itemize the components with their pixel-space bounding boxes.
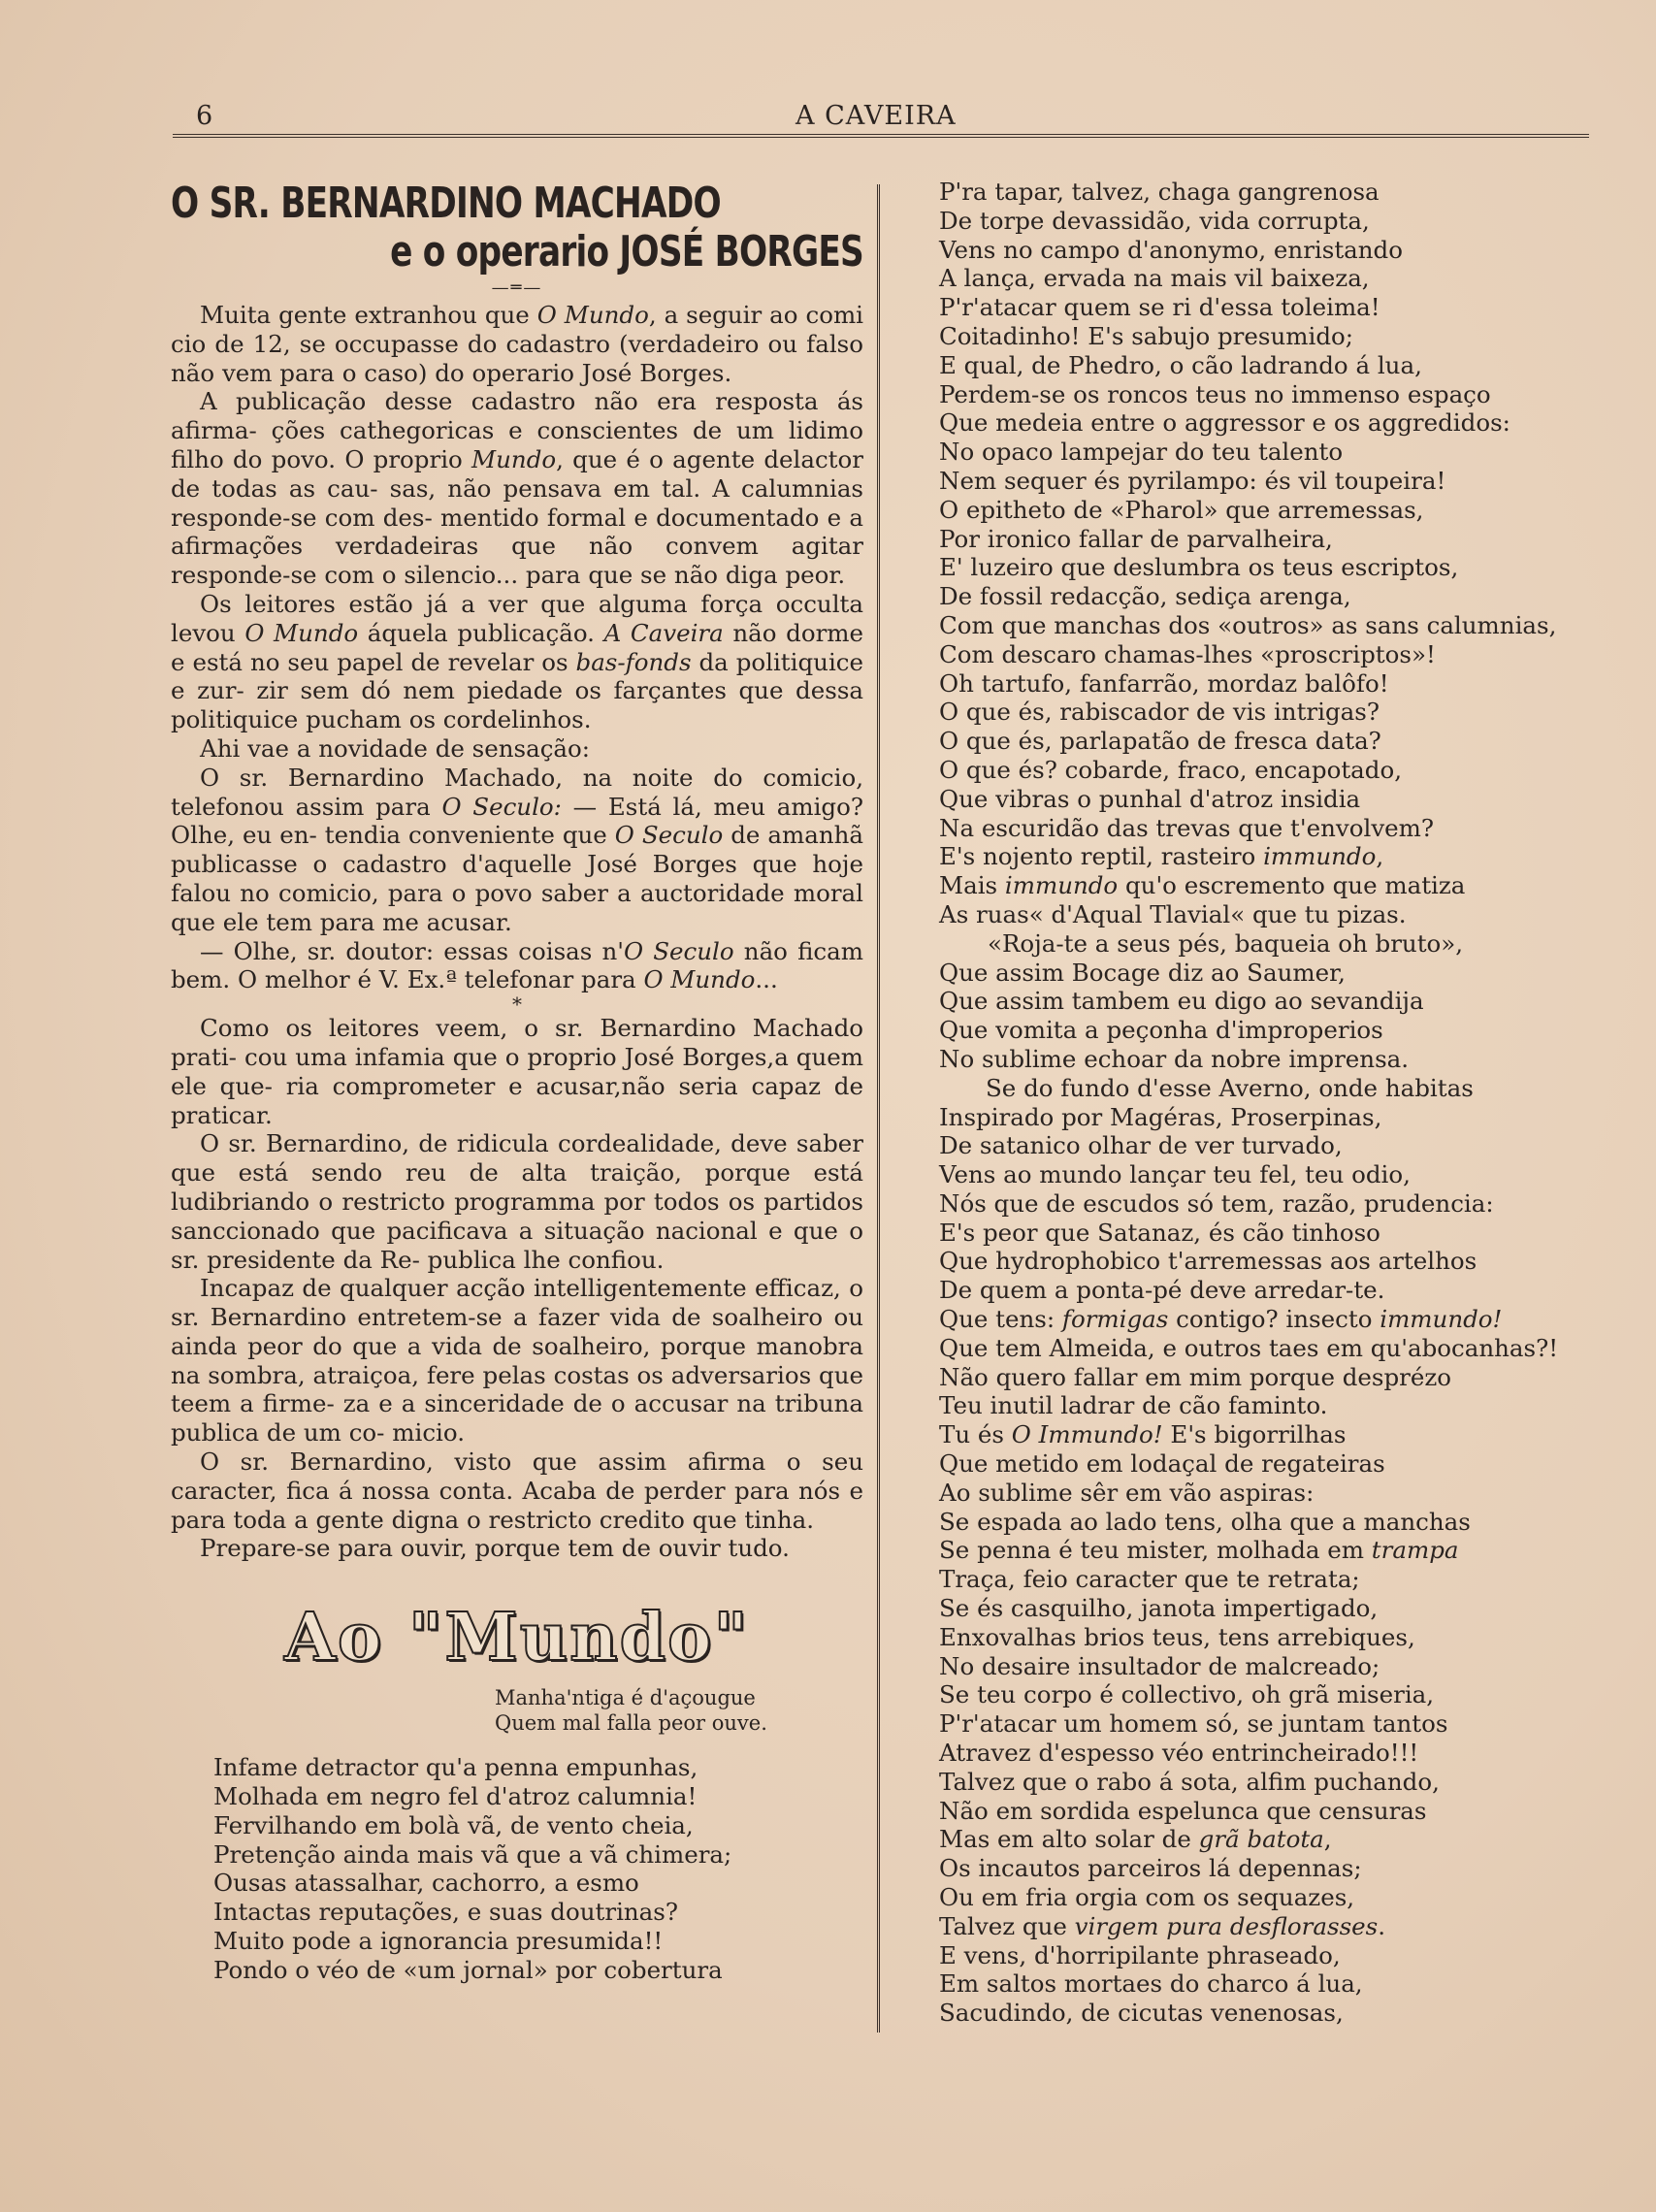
- article-paragraph-10: O sr. Bernardino, visto que assim afirma o seu caracter, fica á nossa conta. Acaba de perder para nós e para toda a gente digna o restricto credito que tinha.: [171, 1448, 863, 1534]
- poem-verse: De quem a ponta-pé deve arredar-te.: [939, 1276, 1385, 1305]
- poem-verse: Sacudindo, de cicutas venenosas,: [939, 1999, 1344, 2028]
- poem-verse: Tu és O Immundo! E's bigorrilhas: [939, 1420, 1347, 1449]
- poem-verse: Fervilhando em bolà vã, de vento cheia,: [213, 1810, 694, 1839]
- poem-title: Ao "Mundo": [284, 1599, 750, 1677]
- poem-verse: Os incautos parceiros lá depennas;: [939, 1854, 1362, 1883]
- poem-verse: Nós que de escudos só tem, razão, prudencia:: [939, 1188, 1494, 1218]
- poem-verse: De torpe devassidão, vida corrupta,: [939, 206, 1370, 235]
- poem-verse: No sublime echoar da nobre imprensa.: [939, 1044, 1410, 1073]
- poem-verse: E's peor que Satanaz, és cão tinhoso: [939, 1218, 1380, 1247]
- poem-verse: Não quero fallar em mim porque desprézo: [939, 1362, 1452, 1391]
- poem-verse: Coitadinho! E's sabujo presumido;: [939, 321, 1354, 350]
- headline-separator: —═—: [491, 277, 543, 298]
- poem-verse: Que vibras o punhal d'atroz insidia: [939, 784, 1361, 813]
- article-paragraph-1: Muita gente extranhou que O Mundo, a seguir ao comi cio de 12, se occupasse do cadastro (verdadeiro ou falso não vem para o caso) do operario José Borges.: [171, 301, 864, 387]
- poem-verse: Nem sequer és pyrilampo: és vil toupeira!: [939, 466, 1446, 495]
- poem-verse: Que vomita a peçonha d'improperios: [939, 1016, 1383, 1045]
- poem-verse: Infame detractor qu'a penna empunhas,: [213, 1753, 698, 1782]
- poem-verse: Teu inutil ladrar de cão faminto.: [939, 1391, 1328, 1420]
- column-divider: [877, 184, 880, 2033]
- poem-verse: P'ra tapar, talvez, chaga gangrenosa: [939, 178, 1380, 206]
- poem-epigraph: Manha'ntiga é d'açougue Quem mal falla peor ouve.: [495, 1686, 767, 1736]
- poem-verse: Ou em fria orgia com os sequazes,: [939, 1883, 1355, 1912]
- article-paragraph-7: Como os leitores veem, o sr. Bernardino Machado prati- cou uma infamia que o proprio José Borges,a quem ele que- ria comprometer e acusar,não seria capaz de praticar.: [171, 1014, 863, 1129]
- poem-verse: Na escuridão das trevas que t'envolvem?: [939, 813, 1435, 842]
- poem-verse: Pretenção ainda mais vã que a vã chimera;: [213, 1839, 732, 1869]
- poem-verse: Mais immundo qu'o escremento que matiza: [939, 871, 1466, 900]
- poem-verse: E's nojento reptil, rasteiro immundo,: [939, 842, 1384, 871]
- poem-verse: Com que manchas dos «outros» as sans calumnias,: [939, 610, 1557, 639]
- poem-verse: Que tem Almeida, e outros taes em qu'abocanhas?!: [939, 1333, 1559, 1362]
- poem-verse: O que és, rabiscador de vis intrigas?: [939, 698, 1380, 727]
- poem-verse: Talvez que virgem pura desflorasses.: [939, 1911, 1386, 1940]
- poem-verse: No opaco lampejar do teu talento: [939, 438, 1344, 467]
- poem-verse: Vens no campo d'anonymo, enristando: [939, 235, 1403, 264]
- poem-verse: Se do fundo d'esse Averno, onde habitas: [986, 1073, 1474, 1102]
- poem-verse: Oh tartufo, fanfarrão, mordaz balôfo!: [939, 668, 1389, 698]
- right-column-poem: [939, 178, 1560, 2028]
- poem-verse: As ruas« d'Aqual Tlavial« que tu pizas.: [939, 899, 1407, 928]
- poem-verse: Que assim Bocage diz ao Saumer,: [939, 958, 1346, 987]
- poem-verse: Por ironico fallar de parvalheira,: [939, 524, 1333, 553]
- poem-verse: No desaire insultador de malcreado;: [939, 1651, 1380, 1680]
- poem-verse: Intactas reputações, e suas doutrinas?: [213, 1898, 678, 1927]
- poem-verse: E qual, de Phedro, o cão ladrando á lua,: [939, 350, 1422, 379]
- poem-verse: A lança, ervada na mais vil baixeza,: [939, 264, 1370, 293]
- poem-verse: Se penna é teu mister, molhada em trampa: [939, 1536, 1459, 1565]
- poem-verse: Em saltos mortaes do charco á lua,: [939, 1969, 1363, 1999]
- article-paragraph-6: — Olhe, sr. doutor: essas coisas n'O Seculo não ficam bem. O melhor é V. Ex.ª telefonar para O Mundo...: [171, 936, 863, 994]
- newspaper-title: A CAVEIRA: [796, 101, 957, 131]
- poem-verse: Se és casquilho, janota impertigado,: [939, 1594, 1379, 1623]
- poem-verse: Ousas atassalhar, cachorro, a esmo: [213, 1869, 639, 1898]
- poem-verse: E vens, d'horripilante phraseado,: [939, 1940, 1341, 1969]
- article-paragraph-9: Incapaz de qualquer acção intelligentemente efficaz, o sr. Bernardino entretem-se a fazer vida de soalheiro ou ainda peor do que a vida de soalheiro, porque manobra na sombra, atraiçoa, fere pelas costas os adversarios que teem a firme- za e a sinceridade de o accusar na tribuna publica de um co- micio.: [171, 1274, 863, 1448]
- article-paragraph-5: O sr. Bernardino Machado, na noite do comicio, telefonou assim para O Seculo: — Está lá, meu amigo? Olhe, eu en- tendia conveniente que O Seculo de amanhã publicasse o cadastro d'aquelle José Borges que hoje falou no comicio, para o povo saber a auctoridade moral que ele tem para me acusar.: [171, 763, 864, 936]
- poem-verse: Se espada ao lado tens, olha que a manchas: [939, 1507, 1471, 1536]
- poem-verse: Que metido em lodaçal de regateiras: [939, 1449, 1385, 1479]
- headline-line-2: e o operario JOSÉ BORGES: [390, 227, 863, 276]
- article-paragraph-3: Os leitores estão já a ver que alguma força occulta levou O Mundo áquela publicação. A Caveira não dorme e está no seu papel de revelar os bas-fonds da politiquice e zur- zir sem dó nem piedade os farçantes que dessa politiquice pucham os cordelinhos.: [171, 589, 864, 734]
- poem-verse: Se teu corpo é collectivo, oh grã miseria,: [939, 1680, 1435, 1709]
- header-rule: [173, 134, 1589, 138]
- poem-verse: O que és? cobarde, fraco, encapotado,: [939, 755, 1402, 784]
- poem-verse: P'r'atacar um homem só, se juntam tantos: [939, 1709, 1448, 1739]
- poem-verse: Pondo o véo de «um jornal» por cobertura: [213, 1955, 723, 1984]
- poem-verse: Muito pode a ignorancia presumida!!: [213, 1927, 664, 1956]
- poem-verse: Que tens: formigas contigo? insecto immundo!: [939, 1305, 1503, 1334]
- poem-verse: De satanico olhar de ver turvado,: [939, 1131, 1343, 1160]
- page-header: [175, 97, 1591, 136]
- poem-verse: Atravez d'espesso véo entrincheirado!!!: [939, 1739, 1419, 1768]
- headline-line-1: O SR. BERNARDINO MACHADO: [171, 179, 721, 228]
- poem-verse: Com descaro chamas-lhes «proscriptos»!: [939, 639, 1436, 668]
- left-column: [171, 179, 864, 1985]
- article-paragraph-4: Ahi vae a novidade de sensação:: [200, 733, 591, 763]
- poem-verse: Vens ao mundo lançar teu fel, teu odio,: [939, 1160, 1411, 1189]
- poem-verse: «Roja-te a seus pés, baqueia oh bruto»,: [988, 928, 1464, 958]
- article-paragraph-2: A publicação desse cadastro não era resposta ás afirma- ções cathegoricas e conscientes de um lidimo filho do povo. O proprio Mundo, que é o agente delactor de todas as cau- sas, não pensava em tal. A calumnias responde-se com des- mentido formal e documentado e a afirmações verdadeiras que não convem agitar responde-se com o silencio... para que se não diga peor.: [171, 387, 864, 590]
- poem-verse: Que medeia entre o aggressor e os aggredidos:: [939, 408, 1510, 438]
- poem-verse: E' luzeiro que deslumbra os teus escriptos,: [939, 553, 1459, 582]
- poem-verse: Enxovalhas brios teus, tens arrebiques,: [939, 1622, 1415, 1651]
- poem-verse: Talvez que o rabo á sota, alfim puchando,: [939, 1767, 1440, 1796]
- page-number: 6: [196, 101, 213, 131]
- poem-verse: O epitheto de «Pharol» que arremessas,: [939, 495, 1424, 524]
- poem-verse: Que assim tambem eu digo ao sevandija: [939, 987, 1424, 1016]
- poem-verse: Molhada em negro fel d'atroz calumnia!: [213, 1782, 698, 1811]
- poem-left-verses: [171, 1753, 863, 1984]
- article-paragraph-8: O sr. Bernardino, de ridicula cordealidade, deve saber que está sendo reu de alta traição, porque está ludibriando o restricto programma por todos os partidos sanccionado que pacificava a situação nacional e que o sr. presidente da Re- publica lhe confiou.: [171, 1129, 863, 1274]
- poem-verse: Traça, feio caracter que te retrata;: [939, 1565, 1360, 1594]
- poem-verse: O que és, parlapatão de fresca data?: [939, 727, 1381, 756]
- poem-verse: Inspirado por Magéras, Proserpinas,: [939, 1102, 1382, 1131]
- poem-verse: P'r'atacar quem se ri d'essa toleima!: [939, 293, 1380, 322]
- poem-verse: De fossil redacção, sediça arenga,: [939, 582, 1351, 611]
- poem-verse: Mas em alto solar de grã batota,: [939, 1825, 1332, 1854]
- poem-verse: Perdem-se os roncos teus no immenso espaço: [939, 379, 1491, 408]
- poem-verse: Não em sordida espelunca que censuras: [939, 1796, 1427, 1825]
- poem-verse: Ao sublime sêr em vão aspiras:: [939, 1478, 1315, 1507]
- article-paragraph-11: Prepare-se para ouvir, porque tem de ouvir tudo.: [200, 1534, 790, 1563]
- section-star: *: [512, 992, 522, 1017]
- poem-verse: Que hydrophobico t'arremessas aos artelhos: [939, 1247, 1477, 1276]
